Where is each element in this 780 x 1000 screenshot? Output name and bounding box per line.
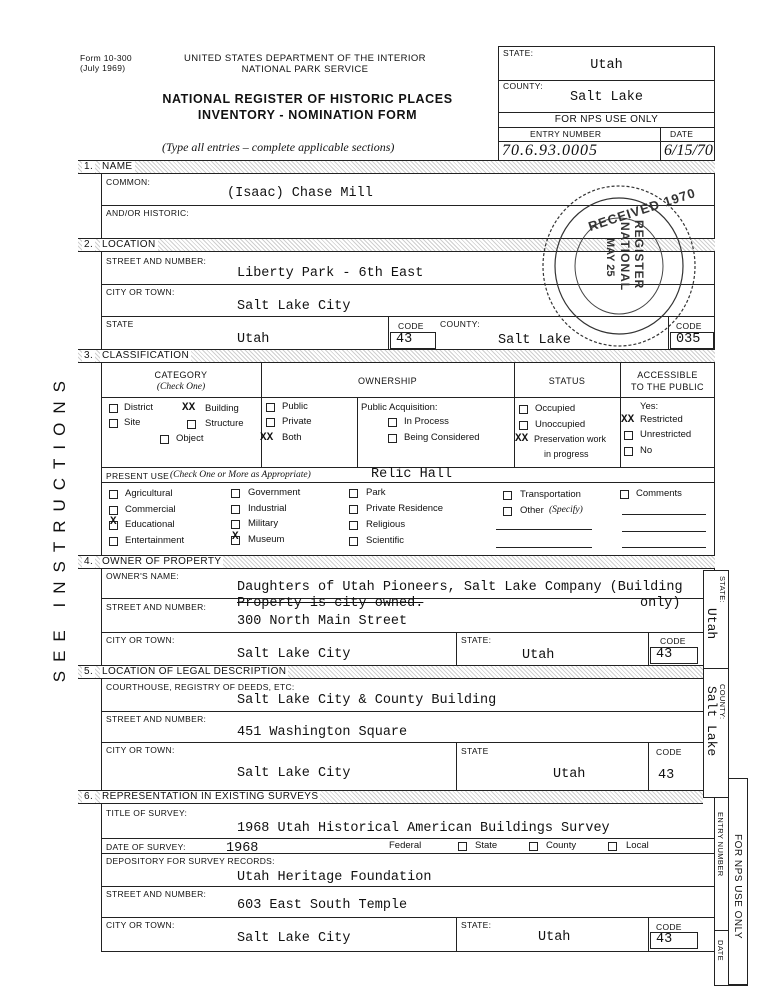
private-label: Private <box>282 416 312 427</box>
location-county-value[interactable]: Salt Lake <box>498 333 571 348</box>
scientific-label: Scientific <box>366 535 405 546</box>
preservation-work-label: Preservation work <box>534 434 607 444</box>
government-label: Government <box>248 487 301 498</box>
religious-label: Religious <box>366 519 406 530</box>
military-checkbox[interactable] <box>231 520 240 529</box>
private-checkbox[interactable] <box>266 418 275 427</box>
side-date-label: DATE <box>716 940 725 962</box>
survey-title-label: TITLE OF SURVEY: <box>106 808 188 818</box>
location-city-label: CITY OR TOWN: <box>106 287 175 297</box>
in-process-checkbox[interactable] <box>388 418 397 427</box>
side-nps-use-only-label: FOR NPS USE ONLY <box>732 834 743 940</box>
category-label: CATEGORY <box>154 370 208 380</box>
depository-street-label: STREET AND NUMBER: <box>106 889 207 899</box>
present-use-value[interactable]: Relic Hall <box>371 467 453 482</box>
museum-mark: X <box>232 531 239 543</box>
depository-state-value[interactable]: Utah <box>538 930 571 945</box>
location-county-code-value[interactable]: 035 <box>676 332 701 347</box>
legal-code-label: CODE <box>656 747 682 757</box>
survey-title-value[interactable]: 1968 Utah Historical American Buildings Survey <box>237 821 610 836</box>
private-residence-checkbox[interactable] <box>349 505 358 514</box>
location-street-label: STREET AND NUMBER: <box>106 256 207 266</box>
no-label: No <box>640 445 653 456</box>
state-survey-label: State <box>475 840 498 851</box>
survey-date-value[interactable]: 1968 <box>226 841 259 856</box>
depository-code-label: CODE <box>656 922 682 932</box>
location-city-value[interactable]: Salt Lake City <box>237 299 351 314</box>
type-instructions: (Type all entries – complete applicable sections) <box>162 140 395 154</box>
structure-checkbox[interactable] <box>187 420 196 429</box>
unrestricted-checkbox[interactable] <box>624 431 633 440</box>
stamp-ring-text: RECEIVED 1970 <box>586 185 698 234</box>
depository-label: DEPOSITORY FOR SURVEY RECORDS: <box>106 856 275 866</box>
park-label: Park <box>366 487 386 498</box>
section-5-header: 5. LOCATION OF LEGAL DESCRIPTION <box>78 665 703 679</box>
location-state-value[interactable]: Utah <box>237 332 270 347</box>
occupied-checkbox[interactable] <box>519 405 528 414</box>
top-county-value[interactable]: Salt Lake <box>570 90 643 105</box>
survey-date-label: DATE OF SURVEY: <box>106 842 186 852</box>
entertainment-checkbox[interactable] <box>109 537 118 546</box>
educational-label: Educational <box>125 519 175 530</box>
form-date: (July 1969) <box>80 63 126 73</box>
object-checkbox[interactable] <box>160 435 169 444</box>
location-state-code-value[interactable]: 43 <box>396 332 413 347</box>
transportation-checkbox[interactable] <box>503 491 512 500</box>
owner-state-label: STATE: <box>461 635 492 645</box>
comments-label: Comments <box>636 488 682 499</box>
owner-name-label: OWNER'S NAME: <box>106 571 180 581</box>
legal-state-label: STATE <box>461 746 489 756</box>
depository-city-value[interactable]: Salt Lake City <box>237 931 351 946</box>
other-label: Other <box>520 505 544 516</box>
unoccupied-checkbox[interactable] <box>519 421 528 430</box>
form-title: NATIONAL REGISTER OF HISTORIC PLACES <box>162 92 453 106</box>
both-label: Both <box>282 432 302 443</box>
form-subtitle: INVENTORY - NOMINATION FORM <box>197 108 418 122</box>
ownership-label: OWNERSHIP <box>357 376 418 386</box>
owner-street-value[interactable]: 300 North Main Street <box>237 614 408 629</box>
to-the-public-label: TO THE PUBLIC <box>631 382 704 392</box>
restricted-checkbox[interactable]: XX <box>621 414 635 426</box>
owner-code-label: CODE <box>660 636 686 646</box>
government-checkbox[interactable] <box>231 489 240 498</box>
structure-label: Structure <box>205 418 244 429</box>
check-one-label: (Check One) <box>156 382 206 392</box>
county-survey-checkbox[interactable] <box>529 842 538 851</box>
state-survey-checkbox[interactable] <box>458 842 467 851</box>
owner-street-label: STREET AND NUMBER: <box>106 602 207 612</box>
specify-label: (Specify) <box>549 505 583 515</box>
side-county-value[interactable]: Salt Lake <box>704 686 719 757</box>
object-label: Object <box>176 433 204 444</box>
top-state-label: STATE: <box>503 48 534 58</box>
depository-city-label: CITY OR TOWN: <box>106 920 175 930</box>
private-residence-label: Private Residence <box>366 503 444 514</box>
legal-street-value[interactable]: 451 Washington Square <box>237 725 408 740</box>
section-6-header: 6. REPRESENTATION IN EXISTING SURVEYS <box>78 790 703 804</box>
top-county-label: COUNTY: <box>503 81 543 91</box>
site-label: Site <box>124 417 141 428</box>
building-label: Building <box>205 403 239 414</box>
present-use-label: PRESENT USE <box>106 471 170 481</box>
common-name-label: COMMON: <box>106 177 151 187</box>
other-checkbox[interactable] <box>503 507 512 516</box>
courthouse-value[interactable]: Salt Lake City & County Building <box>237 693 497 708</box>
owner-state-value[interactable]: Utah <box>522 648 555 663</box>
district-label: District <box>124 402 154 413</box>
legal-city-label: CITY OR TOWN: <box>106 745 175 755</box>
religious-checkbox[interactable] <box>349 521 358 530</box>
depository-street-value[interactable]: 603 East South Temple <box>237 898 408 913</box>
side-county-label: COUNTY: <box>718 684 727 720</box>
in-progress-label: in progress <box>544 449 589 459</box>
owner-city-label: CITY OR TOWN: <box>106 635 175 645</box>
museum-label: Museum <box>248 534 285 545</box>
park-checkbox[interactable] <box>349 489 358 498</box>
agricultural-label: Agricultural <box>125 488 173 499</box>
section-1-header: 1. NAME <box>78 160 715 174</box>
transportation-label: Transportation <box>520 489 581 500</box>
depository-code-value[interactable]: 43 <box>656 932 673 947</box>
side-entry-number-label: ENTRY NUMBER <box>716 812 725 877</box>
preservation-work-checkbox[interactable]: XX <box>515 433 529 445</box>
depository-value[interactable]: Utah Heritage Foundation <box>237 870 432 885</box>
location-state-code-label: CODE <box>398 321 424 331</box>
local-survey-checkbox[interactable] <box>608 842 617 851</box>
department-name: UNITED STATES DEPARTMENT OF THE INTERIOR <box>184 53 426 64</box>
top-state-value[interactable]: Utah <box>590 58 623 73</box>
location-county-code-label: CODE <box>676 321 702 331</box>
location-county-label: COUNTY: <box>440 319 480 329</box>
commercial-checkbox[interactable] <box>109 506 118 515</box>
section-3-header: 3. CLASSIFICATION <box>78 349 715 363</box>
legal-street-label: STREET AND NUMBER: <box>106 714 207 724</box>
federal-label: Federal <box>389 840 422 851</box>
accessible-label: ACCESSIBLE <box>637 370 698 380</box>
received-stamp <box>534 180 704 352</box>
legal-city-value[interactable]: Salt Lake City <box>237 766 351 781</box>
owner-code-value[interactable]: 43 <box>656 647 673 662</box>
owner-name-line2[interactable]: Property is city owned. <box>237 596 424 611</box>
nps-use-only-label: FOR NPS USE ONLY <box>554 114 659 125</box>
site-checkbox[interactable] <box>109 419 118 428</box>
section-4-header: 4. OWNER OF PROPERTY <box>78 555 715 569</box>
military-label: Military <box>248 518 279 529</box>
stamp-line-national: NATIONAL <box>618 222 632 292</box>
location-street-value[interactable]: Liberty Park - 6th East <box>237 266 424 281</box>
district-checkbox[interactable] <box>109 404 118 413</box>
present-use-hint: (Check One or More as Appropriate) <box>170 470 311 480</box>
scientific-checkbox[interactable] <box>349 537 358 546</box>
common-name-value[interactable]: (Isaac) Chase Mill <box>227 186 373 201</box>
being-considered-label: Being Considered <box>404 432 480 443</box>
comments-checkbox[interactable] <box>620 490 629 499</box>
historic-name-label: AND/OR HISTORIC: <box>106 208 190 218</box>
entry-date-value: 6/15/70 <box>664 142 713 159</box>
local-survey-label: Local <box>626 840 649 851</box>
educational-mark: X <box>110 516 117 528</box>
industrial-checkbox[interactable] <box>231 505 240 514</box>
unoccupied-label: Unoccupied <box>535 419 586 430</box>
owner-name-line2-end[interactable]: only) <box>640 596 681 611</box>
side-state-label: STATE: <box>718 576 727 603</box>
legal-state-value[interactable]: Utah <box>553 767 586 782</box>
agricultural-checkbox[interactable] <box>109 490 118 499</box>
entry-date-label: DATE <box>670 129 694 139</box>
occupied-label: Occupied <box>535 403 576 414</box>
section-2-header: 2. LOCATION <box>78 238 715 252</box>
entry-number-label: ENTRY NUMBER <box>530 129 602 139</box>
in-process-label: In Process <box>404 416 449 427</box>
legal-code-value[interactable]: 43 <box>658 768 675 783</box>
public-checkbox[interactable] <box>266 403 275 412</box>
no-checkbox[interactable] <box>624 447 633 456</box>
status-label: STATUS <box>548 376 586 386</box>
owner-name-line1[interactable]: Daughters of Utah Pioneers, Salt Lake Company (Building <box>237 580 683 595</box>
industrial-label: Industrial <box>248 503 287 514</box>
stamp-date: MAY 25 <box>604 238 616 277</box>
see-instructions-label: SEE INSTRUCTIONS <box>50 372 69 683</box>
public-label: Public <box>282 401 308 412</box>
public-acquisition-label: Public Acquisition: <box>361 402 438 413</box>
stamp-line-register: REGISTER <box>632 220 646 290</box>
owner-city-value[interactable]: Salt Lake City <box>237 647 351 662</box>
courthouse-label: COURTHOUSE, REGISTRY OF DEEDS, ETC: <box>106 682 295 692</box>
yes-label: Yes: <box>640 401 659 412</box>
location-state-label: STATE <box>106 319 134 329</box>
entertainment-label: Entertainment <box>125 535 185 546</box>
county-survey-label: County <box>546 840 577 851</box>
depository-state-label: STATE: <box>461 920 492 930</box>
form-number: Form 10-300 <box>80 53 132 63</box>
service-name: NATIONAL PARK SERVICE <box>241 64 369 75</box>
both-checkbox[interactable]: XX <box>260 432 274 444</box>
side-state-value[interactable]: Utah <box>704 608 719 640</box>
entry-number-value: 70.6.93.0005 <box>502 142 598 159</box>
being-considered-checkbox[interactable] <box>388 434 397 443</box>
restricted-label: Restricted <box>640 414 683 425</box>
building-checkbox[interactable]: XX <box>182 402 196 414</box>
commercial-label: Commercial <box>125 504 176 515</box>
unrestricted-label: Unrestricted <box>640 429 692 440</box>
